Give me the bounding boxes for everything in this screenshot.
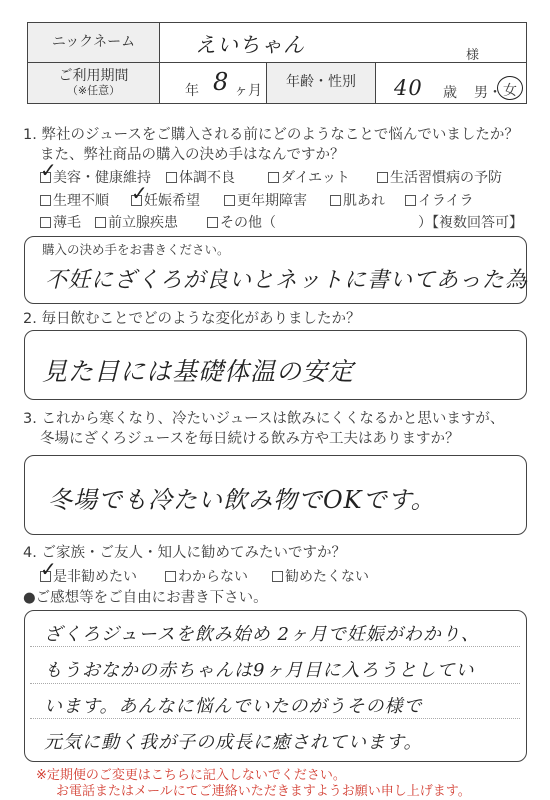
- option-irregular-period: 生理不順: [40, 190, 109, 210]
- footer-note-1: ※定期便のご変更はこちらに記入しないでください。: [36, 768, 346, 783]
- q3-answer: 冬場でも冷たい飲み物でOKです。: [48, 486, 436, 514]
- comment-line-4: 元気に動く我が子の成長に癒されています。: [44, 732, 423, 753]
- option-recommend-yes: 是非勧めたい: [40, 566, 137, 586]
- option-pregnancy-wish: 妊娠希望: [131, 190, 200, 210]
- female-option: 女: [503, 83, 517, 99]
- option-menopause: 更年期障害: [224, 190, 307, 210]
- footer-note-2: お電話またはメールにてご連絡いただきますようお願い申し上げます。: [56, 784, 471, 799]
- q1-title-1: 1. 弊社のジュースをご購入される前にどのようなことで悩んでいましたか？: [23, 127, 519, 143]
- option-other: その他（: [207, 212, 276, 232]
- checkbox-icon: [40, 195, 51, 206]
- checkbox-icon: [207, 217, 218, 228]
- comment-line-1: ざくろジュースを飲み始め 2ヶ月で妊娠がわかり、: [44, 624, 480, 645]
- check-mark-icon: ✓: [40, 158, 58, 182]
- ruled-line: [30, 646, 520, 647]
- checkbox-icon: [95, 217, 106, 228]
- option-irritation: イライラ: [405, 190, 474, 210]
- comment-line-2: もうおなかの赤ちゃんは9ヶ月目に入ろうとしてい: [44, 660, 475, 681]
- q1-title-2: また、弊社商品の購入の決め手はなんですか？: [40, 147, 345, 163]
- multi-answer-note: ）【複数回答可】: [418, 215, 523, 231]
- period-label: ご利用期間 （※任意）: [27, 62, 160, 104]
- q3-title-2: 冬場にざくろジュースを毎日続ける飲み方や工夫はありますか？: [40, 431, 460, 447]
- comment-line-3: います。あんなに悩んでいたのがうその様で: [44, 696, 423, 717]
- sama-label: 様: [466, 48, 480, 63]
- option-beauty-health: 美容・健康維持: [40, 167, 151, 187]
- checkbox-icon: [330, 195, 341, 206]
- option-prostate: 前立腺疾患: [95, 212, 178, 232]
- check-mark-icon: ✓: [131, 181, 149, 205]
- months-value: 8: [213, 68, 230, 96]
- ruled-line: [30, 683, 520, 684]
- option-poor-condition: 体調不良: [166, 167, 235, 187]
- q3-title-1: 3. これから寒くなり、冷たいジュースは飲みにくくなるかと思いますが、: [23, 411, 505, 427]
- sex-separator: ・: [488, 85, 502, 101]
- checkbox-icon: [377, 172, 388, 183]
- month-unit: ヶ月: [234, 83, 262, 99]
- nickname-label: ニックネーム: [27, 22, 160, 63]
- age-value: 40: [394, 76, 423, 100]
- year-unit: 年: [185, 83, 199, 99]
- checkbox-icon: [224, 195, 235, 206]
- checkbox-icon: [268, 172, 279, 183]
- option-rough-skin: 肌あれ: [330, 190, 385, 210]
- checkbox-icon: [166, 172, 177, 183]
- option-recommend-no: 勧めたくない: [272, 566, 369, 586]
- decision-answer: 不妊にざくろが良いとネットに書いてあった為: [45, 268, 528, 293]
- q4-title: 4. ご家族・ご友人・知人に勧めてみたいですか？: [23, 545, 346, 561]
- option-lifestyle-prevention: 生活習慣病の予防: [377, 167, 502, 187]
- q2-answer: 見た目には基礎体温の安定: [42, 357, 355, 386]
- nickname-value: えいちゃん: [195, 33, 305, 57]
- comments-title: ●ご感想等をご自由にお書き下さい。: [23, 590, 268, 606]
- checkbox-icon: [272, 571, 283, 582]
- male-option: 男: [474, 85, 488, 101]
- checkbox-icon: [40, 217, 51, 228]
- q2-title: 2. 毎日飲むことでどのような変化がありましたか？: [23, 311, 361, 327]
- ruled-line: [30, 718, 520, 719]
- age-unit: 歳: [443, 85, 457, 101]
- decision-label: 購入の決め手をお書きください。: [42, 242, 230, 257]
- option-recommend-unsure: わからない: [165, 566, 248, 586]
- check-mark-icon: ✓: [40, 557, 58, 581]
- option-thin-hair: 薄毛: [40, 212, 81, 232]
- age-sex-label: 年齢・性別: [266, 62, 376, 104]
- checkbox-icon: [405, 195, 416, 206]
- checkbox-icon: [165, 571, 176, 582]
- option-diet: ダイエット: [268, 167, 350, 187]
